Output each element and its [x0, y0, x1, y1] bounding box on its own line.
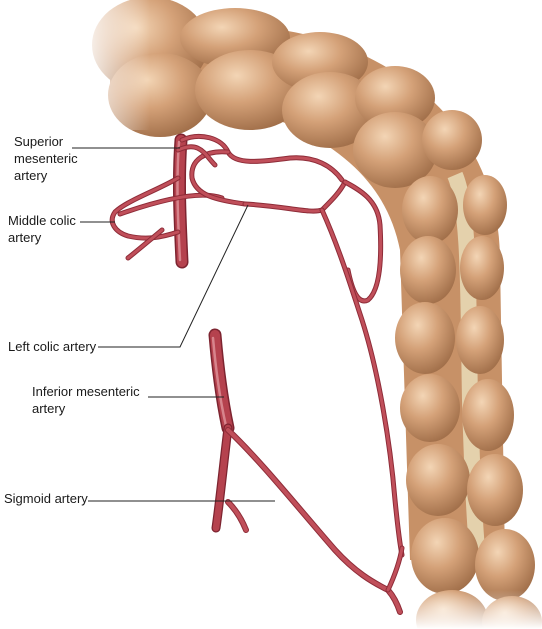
label-sigmoid-artery: Sigmoid artery	[4, 491, 88, 506]
sigmoid-artery	[228, 430, 402, 612]
fade-left	[80, 0, 150, 130]
label-middle-colic-artery: Middle colic artery	[8, 213, 76, 245]
haustrum	[456, 306, 504, 374]
haustrum	[400, 374, 460, 442]
leader-left-colic	[98, 205, 248, 347]
label-superior-mesenteric-artery: Superior mesenteric artery	[14, 134, 78, 183]
haustrum	[462, 379, 514, 451]
haustrum	[460, 236, 504, 300]
haustrum	[406, 444, 470, 516]
middle-colic-artery	[112, 136, 342, 258]
label-inferior-mesenteric-artery: Inferior mesenteric artery	[32, 384, 140, 416]
left-colic-artery	[245, 182, 402, 555]
arteries	[112, 136, 402, 612]
fade-bottom	[390, 590, 542, 629]
colon	[80, 0, 542, 629]
haustrum	[411, 518, 479, 594]
haustrum	[463, 175, 507, 235]
haustrum	[395, 302, 455, 374]
haustrum	[402, 176, 458, 244]
label-left-colic-artery: Left colic artery	[8, 339, 97, 354]
superior-mesenteric-artery	[177, 140, 182, 262]
haustrum	[467, 454, 523, 526]
haustrum	[400, 236, 456, 304]
haustrum	[422, 110, 482, 170]
